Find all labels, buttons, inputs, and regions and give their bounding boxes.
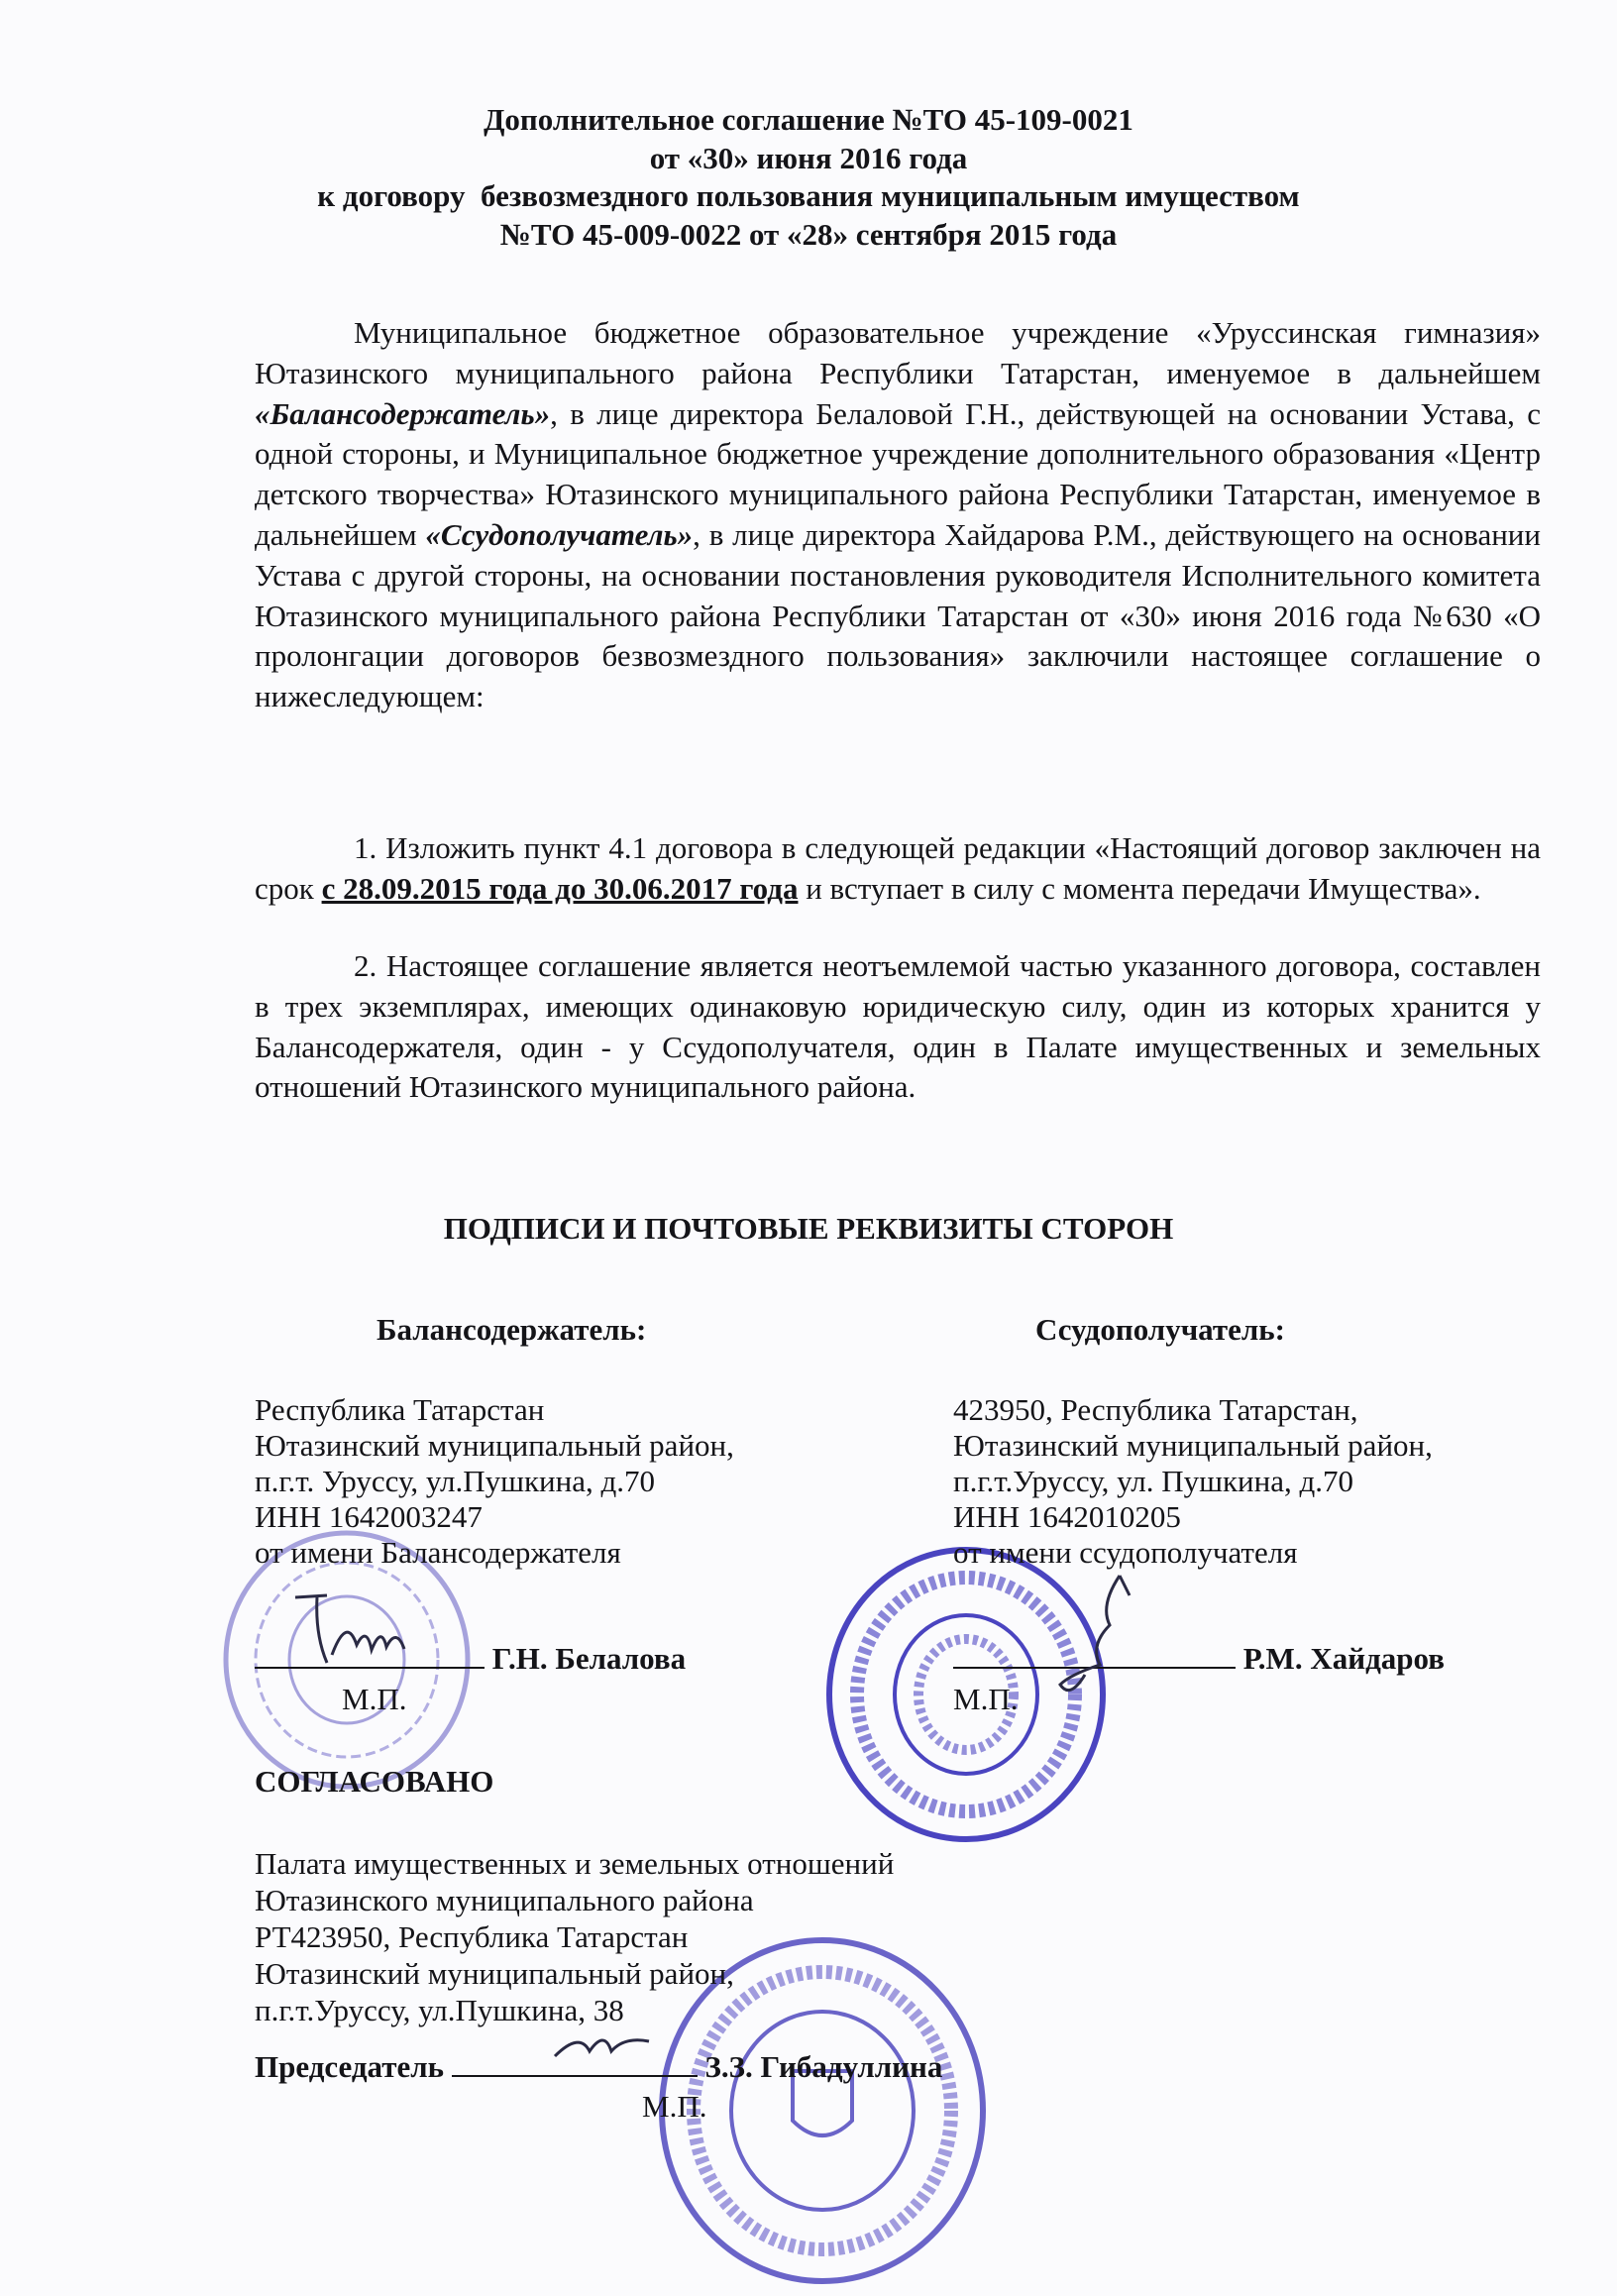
approval-line: Палата имущественных и земельных отношений xyxy=(255,1846,895,1881)
approval-heading: СОГЛАСОВАНО xyxy=(255,1764,494,1799)
title-line-4: №ТО 45-009-0022 от «28» сентября 2015 года xyxy=(499,216,1118,252)
chairman-signature-icon xyxy=(550,2022,659,2071)
clause-2-text: 2. Настоящее соглашение является неотъемлемой частью указанного договора, составлен в трех экземплярах, имеющих одинаковую юридическую силу, один из которых хранится у Балансодержателя, один - у Ссудополучателя, один в Палате имущественных и земельных отношений Ютазинского муниципального района. xyxy=(255,948,1541,1105)
approval-line: п.г.т.Уруссу, ул.Пушкина, 38 xyxy=(255,1993,624,2027)
right-signature-row xyxy=(953,1641,1445,1677)
preamble-text-1: Муниципальное бюджетное образовательное учреждение «Уруссинская гимназия» Ютазинского муниципального района Республики Татарстан, именуемое в дальнейшем xyxy=(255,315,1541,390)
right-on-behalf: от имени ссудополучателя xyxy=(953,1535,1298,1570)
left-party-heading: Балансодержатель: xyxy=(377,1312,647,1347)
approval-line: Ютазинский муниципальный район, xyxy=(255,1956,734,1991)
left-address-line: п.г.т. Уруссу, ул.Пушкина, д.70 xyxy=(255,1464,655,1498)
chairman-name: З.З. Гибадуллина xyxy=(704,2049,943,2084)
left-signature-icon xyxy=(287,1585,436,1675)
approval-mp: М.П. xyxy=(642,2089,707,2124)
right-address-line: п.г.т.Уруссу, ул. Пушкина, д.70 xyxy=(953,1464,1353,1498)
right-party-heading: Ссудополучатель: xyxy=(1035,1312,1285,1347)
approval-details xyxy=(255,1845,894,2028)
clause-1-text-b: и вступает в силу с момента передачи Имущества». xyxy=(798,870,1481,906)
document-title xyxy=(0,101,1617,254)
clause-1-text-a: 1. Изложить пункт 4.1 договора в следующей редакции «Настоящий договор заключен на срок xyxy=(255,830,1541,906)
left-address-line: Республика Татарстан xyxy=(255,1392,545,1427)
right-party-details xyxy=(953,1392,1433,1571)
right-address-line: Ютазинский муниципальный район, xyxy=(953,1428,1433,1463)
left-on-behalf: от имени Балансодержателя xyxy=(255,1535,621,1570)
right-signature-icon xyxy=(1030,1566,1169,1704)
approval-line: РТ423950, Республика Татарстан xyxy=(255,1919,689,1954)
preamble-text-3: , в лице директора Хайдарова Р.М., действующего на основании Устава с другой стороны, на основании постановления руководителя Исполнительного комитета Ютазинского муниципального района Республики Татарстан от «30» июня 2016 года №630 «О пролонгации договоров безвозмездного пользования» заключили настоящее соглашение о нижеследующем: xyxy=(255,516,1541,714)
clause-2 xyxy=(255,946,1541,1108)
clause-1-term: с 28.09.2015 года до 30.06.2017 года xyxy=(321,870,799,906)
role-borrower: «Ссудополучатель» xyxy=(425,516,694,552)
role-balance-holder: «Балансодержатель» xyxy=(255,395,551,431)
right-signer-name: Р.М. Хайдаров xyxy=(1242,1641,1445,1676)
left-mp: М.П. xyxy=(342,1682,407,1716)
left-inn: ИНН 1642003247 xyxy=(255,1499,483,1534)
title-line-3: к договору безвозмездного пользования муниципальным имуществом xyxy=(317,178,1300,213)
approval-line: Ютазинского муниципального района xyxy=(255,1883,754,1917)
preamble-text-2: , в лице директора Белаловой Г.Н., действующей на основании Устава, с одной стороны, и Муниципальное бюджетное учреждение дополнительного образования «Центр детского творчества» Ютазинского муниципального района Республики Татарстан, именуемое в дальнейшем xyxy=(255,395,1541,552)
signatures-heading: ПОДПИСИ И ПОЧТОВЫЕ РЕКВИЗИТЫ СТОРОН xyxy=(443,1211,1174,1246)
right-inn: ИНН 1642010205 xyxy=(953,1499,1181,1534)
chairman-role: Председатель xyxy=(255,2049,445,2084)
clause-1 xyxy=(255,828,1541,910)
chairman-signature-line xyxy=(452,2075,698,2077)
preamble-paragraph xyxy=(255,313,1541,717)
left-signer-name: Г.Н. Белалова xyxy=(491,1641,687,1676)
right-address-line: 423950, Республика Татарстан, xyxy=(953,1392,1358,1427)
title-line-2: от «30» июня 2016 года xyxy=(649,140,968,175)
left-party-details xyxy=(255,1392,734,1571)
title-line-1: Дополнительное соглашение №ТО 45-109-0021 xyxy=(484,102,1133,137)
right-mp: М.П. xyxy=(953,1682,1019,1716)
left-address-line: Ютазинский муниципальный район, xyxy=(255,1428,734,1463)
